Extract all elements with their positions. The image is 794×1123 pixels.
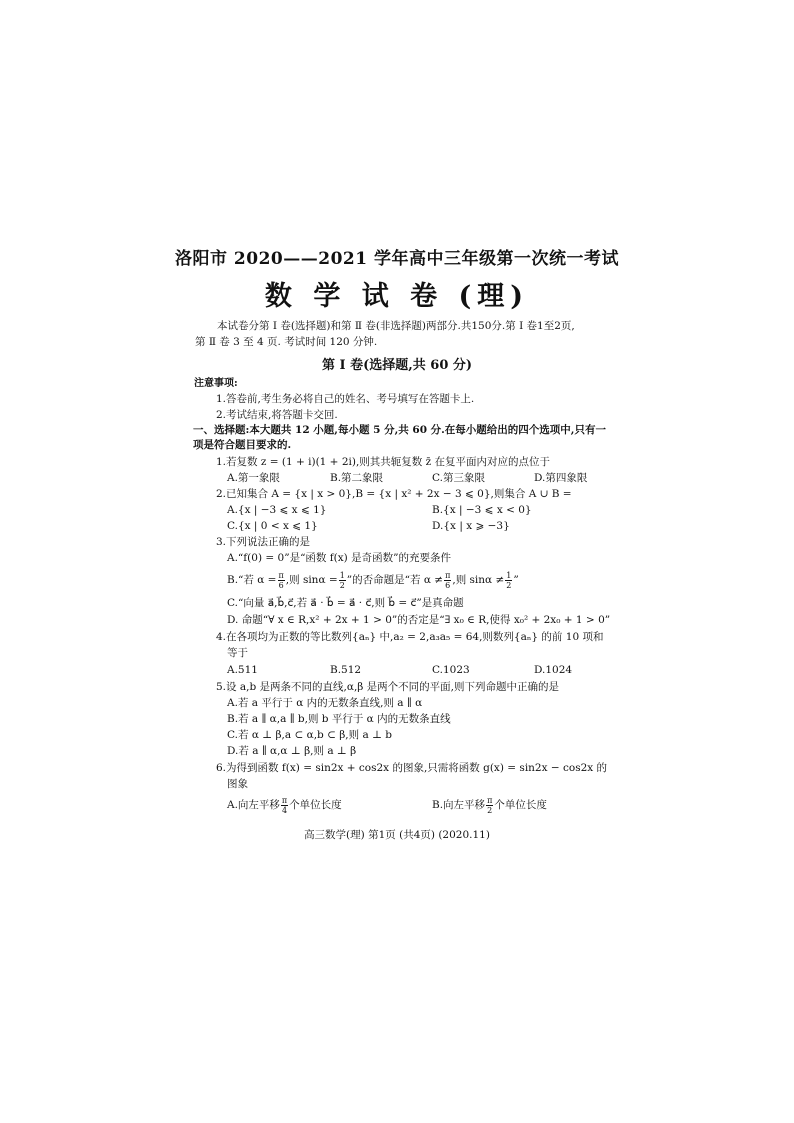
q5-option-b: B.若 a ∥ α,a ∥ b,则 b 平行于 α 内的无数条直线 bbox=[227, 713, 451, 725]
q3-option-a: A.“f(0) = 0”是“函数 f(x) 是奇函数”的充要条件 bbox=[227, 552, 451, 564]
exam-title: 洛阳市 2020——2021 学年高中三年级第一次统一考试 bbox=[175, 249, 619, 269]
question-6-stem-line-2: 图象 bbox=[227, 778, 248, 790]
question-6-stem-line-1: 6.为得到函数 f(x) = sin2x + cos2x 的图象,只需将函数 g(x) = sin2x − cos2x 的 bbox=[216, 762, 608, 774]
q6-option-a: A.向左平移 $\frac{\pi}{4}$ 个单位长度 bbox=[227, 795, 342, 815]
fraction-1-over-2: $\frac{1}{2}$ bbox=[339, 570, 345, 590]
q5-option-d: D.若 a ∥ α,α ⊥ β,则 a ⊥ β bbox=[227, 745, 357, 757]
intro-line-2: 第 Ⅱ 卷 3 至 4 页. 考试时间 120 分钟. bbox=[195, 336, 378, 348]
q2-option-c: C.{x | 0 < x ⩽ 1} bbox=[227, 520, 318, 532]
fraction-pi-over-6: $\frac{\pi}{6}$ bbox=[278, 570, 284, 590]
part1-instruction-line-2: 项是符合题目要求的. bbox=[193, 439, 292, 451]
page-footer: 高三数学(理) 第1页 (共4页) (2020.11) bbox=[304, 829, 490, 841]
question-5-stem: 5.设 a,b 是两条不同的直线,α,β 是两个不同的平面,则下列命题中正确的是 bbox=[216, 681, 560, 693]
q3-option-d: D. 命题“∀ x ∈ R,x² + 2x + 1 > 0”的否定是“∃ x₀ ∈ R,使得 x₀² + 2x₀ + 1 > 0” bbox=[227, 614, 611, 626]
q5-option-a: A.若 a 平行于 α 内的无数条直线,则 a ∥ α bbox=[227, 697, 423, 709]
part1-instruction-line-1: 一、选择题:本大题共 12 小题,每小题 5 分,共 60 分.在每小题给出的四个选项中,只有一 bbox=[193, 424, 606, 436]
q2-option-a: A.{x | −3 ⩽ x ⩽ 1} bbox=[227, 504, 327, 516]
q2-option-b: B.{x | −3 ⩽ x < 0} bbox=[432, 504, 532, 516]
q6-option-b: B.向左平移 $\frac{\pi}{2}$ 个单位长度 bbox=[432, 795, 547, 815]
q4-option-a: A.511 bbox=[227, 664, 258, 676]
question-4-stem-line-2: 等于 bbox=[227, 647, 248, 659]
fraction-1-over-2: $\frac{1}{2}$ bbox=[506, 570, 512, 590]
q1-option-d: D.第四象限 bbox=[534, 472, 588, 484]
q1-option-c: C.第三象限 bbox=[432, 472, 485, 484]
intro-line-1: 本试卷分第 Ⅰ 卷(选择题)和第 Ⅱ 卷(非选择题)两部分.共150分.第 Ⅰ 卷1至2页, bbox=[217, 320, 575, 332]
notes-heading: 注意事项: bbox=[194, 378, 238, 389]
note-item-2: 2.考试结束,将答题卡交回. bbox=[216, 409, 338, 421]
q2-option-d: D.{x | x ⩾ −3} bbox=[432, 520, 510, 532]
q1-option-a: A.第一象限 bbox=[227, 472, 280, 484]
question-2-stem: 2.已知集合 A = {x | x > 0},B = {x | x² + 2x − 3 ⩽ 0},则集合 A ∪ B = bbox=[216, 488, 572, 500]
question-4-stem-line-1: 4.在各项均为正数的等比数列{aₙ} 中,a₂ = 2,a₃a₅ = 64,则数列{aₙ} 的前 10 项和 bbox=[216, 631, 604, 643]
q3-option-b: B.“若 α = $\frac{\pi}{6}$ ,则 sinα = $\frac{1}{2}$ ”的否命题是“若 α ≠ $\frac{\pi}{6}$ ,则 sinα ≠ $\frac{1}{2}$ ” bbox=[227, 570, 519, 590]
fraction-pi-over-2: $\frac{\pi}{2}$ bbox=[487, 795, 493, 815]
note-item-1: 1.答卷前,考生务必将自己的姓名、考号填写在答题卡上. bbox=[216, 393, 475, 405]
exam-subject-title: 数 学 试 卷 (理) bbox=[264, 281, 530, 312]
q4-option-d: D.1024 bbox=[534, 664, 573, 676]
question-1-stem: 1.若复数 z = (1 + i)(1 + 2i),则其共轭复数 z̄ 在复平面内对应的点位于 bbox=[216, 456, 550, 468]
q5-option-c: C.若 α ⊥ β,a ⊂ α,b ⊂ β,则 a ⊥ b bbox=[227, 729, 393, 741]
fraction-pi-over-6: $\frac{\pi}{6}$ bbox=[445, 570, 451, 590]
q4-option-b: B.512 bbox=[330, 664, 362, 676]
section-title: 第 Ⅰ 卷(选择题,共 60 分) bbox=[321, 358, 473, 373]
fraction-pi-over-4: $\frac{\pi}{4}$ bbox=[281, 795, 288, 815]
q4-option-c: C.1023 bbox=[432, 664, 470, 676]
q1-option-b: B.第二象限 bbox=[330, 472, 384, 484]
question-3-stem: 3.下列说法正确的是 bbox=[216, 536, 311, 548]
q3-option-c: C.“向量 a⃗,b⃗,c⃗,若 a⃗ · b⃗ = a⃗ · c⃗,则 b⃗ = c⃗”是真命题 bbox=[227, 597, 464, 609]
